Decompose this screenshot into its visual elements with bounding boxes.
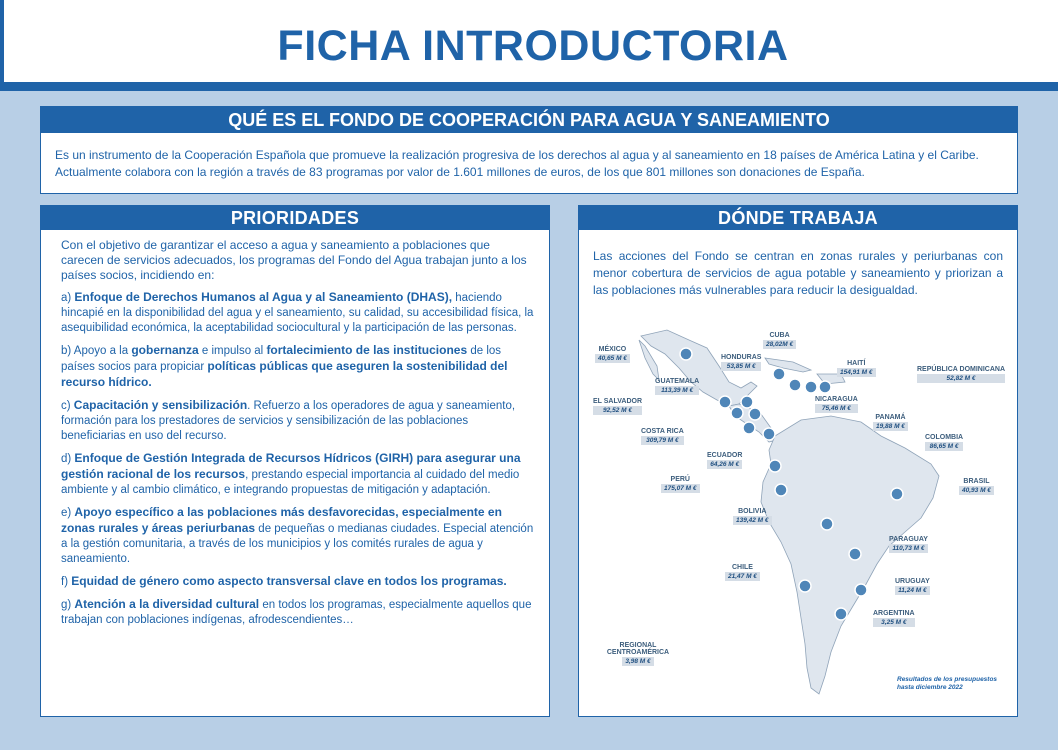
budget-note: Resultados de los presupuestos hasta diciembre 2022 <box>897 676 998 691</box>
honduras-marker <box>789 379 801 391</box>
country-name: REGIONAL CENTROAMÉRICA <box>606 642 670 656</box>
label-panama <box>873 414 908 431</box>
argentina-marker <box>835 608 847 620</box>
cuba-marker <box>773 368 785 380</box>
priorities-body <box>41 230 549 628</box>
country-value: 21,47 M € <box>725 572 760 581</box>
country-name: PERÚ <box>670 476 690 483</box>
rd-marker <box>819 381 831 393</box>
country-name: EL SALVADOR <box>593 398 643 405</box>
country-name: MÉXICO <box>598 346 627 353</box>
uruguay-marker <box>855 584 867 596</box>
country-name: HONDURAS <box>721 354 762 361</box>
priority-item-e <box>61 505 535 567</box>
intro-text: Es un instrumento de la Cooperación Española que promueve la realización progresiva de los derechos al agua y al saneamiento en 18 países de América Latina y el Caribe. Actualmente colabora con la región a través de 83 programas por valor de 1.601 millones de euros, de los que 801 millones son donaciones de España. <box>55 148 979 179</box>
item-prefix: b) Apoyo a la <box>61 345 132 357</box>
chile-marker <box>799 580 811 592</box>
label-peru <box>661 476 700 493</box>
intro-heading: QUÉ ES EL FONDO DE COOPERACIÓN PARA AGUA Y SANEAMIENTO <box>41 107 1017 133</box>
item-prefix: d) <box>61 453 75 465</box>
priority-item-g <box>61 597 535 628</box>
priority-item-c <box>61 398 535 444</box>
label-colombia <box>925 434 963 451</box>
item-prefix: a) <box>61 292 75 304</box>
label-haiti <box>837 360 876 377</box>
nicaragua-marker <box>741 396 753 408</box>
bolivia-marker <box>821 518 833 530</box>
title-underline <box>0 82 1058 91</box>
item-bold: Capacitación y sensibilización <box>73 398 248 412</box>
item-text: de pequeñas o medianas ciudades. Especial atención a la gestión comunitaria, a través de los municipios y los comités rurales de agua y saneamiento. <box>61 523 534 565</box>
country-name: COSTA RICA <box>641 428 684 435</box>
label-argentina <box>873 610 915 627</box>
item-prefix: c) <box>61 400 74 412</box>
label-rd <box>917 366 1005 383</box>
latin-america-map <box>579 296 1016 711</box>
country-value: 11,24 M € <box>895 586 930 595</box>
country-value: 175,07 M € <box>661 484 700 493</box>
country-value: 3,98 M € <box>622 657 653 666</box>
item-prefix: f) <box>61 576 72 588</box>
label-nicaragua <box>815 396 858 413</box>
label-honduras <box>721 354 761 371</box>
country-name: CUBA <box>769 332 790 339</box>
country-value: 40,93 M € <box>959 486 994 495</box>
haiti-marker <box>805 381 817 393</box>
label-paraguay <box>889 536 928 553</box>
colombia-marker <box>763 428 775 440</box>
priority-item-a <box>61 290 535 336</box>
item-text: e impulso al <box>198 345 267 357</box>
costarica-marker <box>743 422 755 434</box>
country-name: BOLIVIA <box>738 508 767 515</box>
country-value: 154,91 M € <box>837 368 876 377</box>
country-name: REPÚBLICA DOMINICANA <box>917 366 1006 373</box>
mexico-marker <box>680 348 692 360</box>
country-value: 86,65 M € <box>925 442 963 451</box>
item-prefix: e) <box>61 507 75 519</box>
country-name: NICARAGUA <box>815 396 858 403</box>
page-title: FICHA INTRODUCTORIA <box>277 22 789 70</box>
label-regional <box>593 642 683 666</box>
country-name: PANAMÁ <box>875 414 906 421</box>
peru-marker <box>775 484 787 496</box>
country-value: 92,52 M € <box>593 406 642 415</box>
item-bold: políticas públicas que aseguren la sostenibilidad del recurso hídrico. <box>61 359 508 389</box>
item-bold: Apoyo específico a las poblaciones más desfavorecidas, especialmente en zonas rurales y áreas periurbanas <box>61 505 502 535</box>
label-cuba <box>763 332 796 349</box>
item-bold: Enfoque de Derechos Humanos al Agua y al Saneamiento (DHAS), <box>74 290 453 304</box>
item-bold: gobernanza <box>131 343 199 357</box>
item-bold: fortalecimiento de las instituciones <box>266 343 468 357</box>
intro-box <box>40 106 1018 194</box>
label-elsalvador <box>593 398 642 415</box>
label-costarica <box>641 428 684 445</box>
item-text: , prestando especial importancia al cuidado del medio ambiente y al cambio climático, e integrando propuestas de mitigación y adaptación. <box>61 469 520 496</box>
item-bold: Atención a la diversidad cultural <box>74 597 260 611</box>
country-value: 53,85 M € <box>721 362 761 371</box>
country-name: ARGENTINA <box>873 610 915 617</box>
priorities-lead: Con el objetivo de garantizar el acceso a agua y saneamiento a poblaciones que carecen de servicios adecuados, los programas del Fondo del Agua trabajan junto a los países socios, incidiendo en: <box>61 238 527 282</box>
country-value: 19,88 M € <box>873 422 908 431</box>
cuba-shape <box>765 358 811 372</box>
country-value: 75,46 M € <box>815 404 858 413</box>
item-text: . Refuerzo a los operadores de agua y saneamiento, formación para los prestadores de servicios y sensibilización de las poblaciones beneficiarias en uso del recurso. <box>61 400 516 442</box>
where-heading: DÓNDE TRABAJA <box>579 206 1017 230</box>
priorities-box <box>40 205 550 717</box>
brasil-marker <box>891 488 903 500</box>
country-name: HAITÍ <box>847 360 866 367</box>
country-name: CHILE <box>731 564 753 571</box>
country-value: 40,65 M € <box>595 354 630 363</box>
country-value: 64,26 M € <box>707 460 742 469</box>
country-name: ECUADOR <box>707 452 743 459</box>
country-value: 52,82 M € <box>917 374 1005 383</box>
country-value: 110,73 M € <box>889 544 928 553</box>
priorities-heading: PRIORIDADES <box>41 206 549 230</box>
where-text: Las acciones del Fondo se centran en zonas rurales y periurbanas con menor cobertura de servicios de agua potable y saneamiento y priorizan a las poblaciones más vulnerables para reducir la desigualdad. <box>593 249 1003 297</box>
label-brasil <box>959 478 994 495</box>
elsalvador-marker <box>731 407 743 419</box>
country-value: 139,42 M € <box>733 516 772 525</box>
country-value: 113,39 M € <box>655 386 699 395</box>
country-value: 28,02M € <box>763 340 796 349</box>
priority-item-b <box>61 343 535 391</box>
label-guatemala <box>655 378 699 395</box>
label-uruguay <box>895 578 930 595</box>
label-bolivia <box>733 508 772 525</box>
ecuador-marker <box>769 460 781 472</box>
item-bold: Equidad de género como aspecto transversal clave en todos los programas. <box>71 574 507 588</box>
where-box <box>578 205 1018 717</box>
country-name: GUATEMALA <box>655 378 700 385</box>
country-value: 309,79 M € <box>641 436 684 445</box>
country-name: PARAGUAY <box>889 536 928 543</box>
country-name: BRASIL <box>963 478 990 485</box>
country-name: COLOMBIA <box>925 434 964 441</box>
paraguay-marker <box>849 548 861 560</box>
guatemala-marker <box>719 396 731 408</box>
label-ecuador <box>707 452 742 469</box>
item-bold: Enfoque de Gestión Integrada de Recursos Hídricos (GIRH) para asegurar una gestión racional de los recursos <box>61 451 521 481</box>
item-text: en todos los programas, especialmente aquellos que trabajan con poblaciones indígenas, afrodescendientes… <box>61 599 532 626</box>
item-text: de los países socios para propiciar <box>61 345 502 373</box>
title-bar <box>0 0 1058 82</box>
priority-item-f <box>61 574 535 590</box>
country-value: 3,25 M € <box>873 618 915 627</box>
panama-marker <box>749 408 761 420</box>
priority-item-d <box>61 451 535 498</box>
label-chile <box>725 564 760 581</box>
item-text: haciendo hincapié en la disponibilidad del agua y el saneamiento, su calidad, su accesibilidad física, la asequibilidad económica, la aceptabilidad sociocultural y la participación de las personas. <box>61 292 534 334</box>
country-name: URUGUAY <box>895 578 930 585</box>
label-mexico <box>595 346 630 363</box>
item-prefix: g) <box>61 599 75 611</box>
